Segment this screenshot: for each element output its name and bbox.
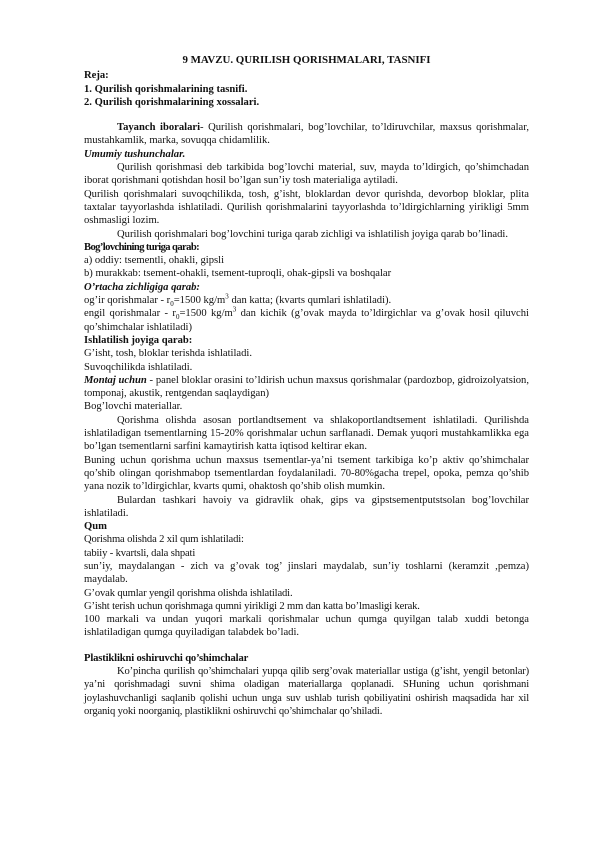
plan-item-2: 2. Qurilish qorishmalarining xossalari. [84, 96, 260, 108]
general-concepts-heading: Umumiy tushunchalar. [84, 148, 186, 160]
paragraph-definition: Qurilish qorishmasi deb tarkibida bog’lovchi material, suv, mayda to’ldirgich, qo’shimchadan iborat qorishmani qotishdan hosil bo’lgan sun’iy tosh materialiga aytiladi. [84, 162, 529, 187]
plasticizer-heading: Plastiklikni oshiruvchi qo’shimchalar [84, 652, 249, 664]
binder-type-simple: a) oddiy: tsementli, ohakli, gipsli [84, 255, 225, 267]
plan-label: Reja: [84, 70, 109, 82]
paragraph-special-cement: Buning uchun qorishma uchun maxsus tsementlar-ya’ni tsement tarkibiga ko’p aktiv qo’shimchalar qo’shib olingan qorishmabop tsementlardan foydalaniladi. 70-80%gacha trepel, opoka, pemza qo’shib yana nozik to’ldirgichlar, kvarts qumi, ohaktosh qo’shib olish mumkin. [84, 454, 529, 493]
usage-place-masonry: G’isht, tosh, bloklar terishda ishlatiladi. [84, 348, 253, 360]
usage-place-plaster: Suvoqchilikda ishlatiladi. [84, 361, 193, 373]
sand-line-3: sun’iy, maydalangan - zich va g’ovak tog’ jinslari maydalab, sun’iy toshlarni (keramzit ,pemza) maydalab. [84, 560, 529, 586]
binder-materials-heading: Bog’lovchi materiallar. [84, 401, 183, 413]
plan-item-1: 1. Qurilish qorishmalarining tasnifi. [84, 83, 248, 95]
sand-line-4: G’ovak qumlar yengil qorishma olishda ishlatiladi. [84, 587, 293, 599]
density-heading: O’rtacha zichligiga qarab: [84, 281, 200, 293]
paragraph-plasticizers: Ko’pincha qurilish qo’shimchalari yupqa qilib serg’ovak materiallar ustiga (g’isht, yengil betonlar) ya’ni qorishmadagi suvni shima oladigan materiallarga qoplanadi. SHuning uchun qorishmani joylashuvchanligi saqlanib qolishi uchun unga suv ushlab turish qobiliyatini oshirish maqsadida har xil organiq yoki noorganiq, plastiklikni oshiruvchi qo’shimchalar qo’shiladi. [84, 666, 529, 717]
paragraph-classification: Qurilish qorishmalari bog’lovchini turiga qarab zichligi va ishlatilish joyiga qarab bo’linadi. [117, 228, 508, 240]
sand-line-5: G’isht terish uchun qorishmaga qumni yirikligi 2 mm dan katta bo’lmasligi kerak. [84, 600, 420, 612]
key-terms-paragraph [84, 121, 529, 148]
binder-type-heading: Bog’lovchining turiga qarab: [84, 241, 200, 253]
paragraph-other-binders: Bulardan tashkari havoiy va gidravlik ohak, gips va gipstsementputstsolan bog’lovchilar ishlatiladi. [84, 494, 529, 519]
paragraph-cement: Qorishma olishda asosan portlandtsement va shlakoportlandtsement ishlatiladi. Qurilishda ishlatiladigan tsementlarning 15-20% qorishmalar uchun sarflanadi. Demak yuqori mustahkamlikka ega bo’lgan tsementlarni sarfini kamaytirish katta iqtisod keltirar ekan. [84, 414, 529, 453]
binder-type-complex: b) murakkab: tsement-ohakli, tsement-tuproqli, ohak-gipsli va boshqalar [84, 268, 392, 280]
density-light: engil qorishmalar - $r_0=1500$ $kg/m^3$ dan kichik (g’ovak mayda to’ldirgichlar va g’ovak hosil qiluvchi qo’shimchalar ishlatiladi) [84, 305, 529, 333]
sand-heading: Qum [84, 521, 107, 533]
sand-line-1: Qorishma olishda 2 xil qum ishlatiladi: [84, 534, 244, 546]
sand-line-2: tabiiy - kvartsli, dala shpati [84, 547, 196, 559]
key-terms-label: Tayanch iboralari [117, 122, 201, 134]
usage-place-heading: Ishlatilish joyiga qarab: [84, 334, 193, 346]
density-heavy: og’ir qorishmalar - $r_0=1500$ $kg/m^3$ dan katta; (kvarts qumlari ishlatiladi). [84, 292, 392, 309]
assembly-label: Montaj uchun [84, 374, 147, 386]
assembly-paragraph [84, 374, 529, 401]
page-title: 9 MAVZU. QURILISH QORISHMALARI, TASNIFI [182, 54, 431, 66]
document-body [84, 54, 529, 718]
sand-line-6: 100 markali va undan yuqori markali qorishmalar uchun qumga quyilgan talab xuddi betonga ishlatiladigan qumga quyiladigan talabdek bo’ladi. [84, 614, 529, 639]
assembly-text: - panel bloklar orasini to’ldirish uchun maxsus qorishmalar (pardozbop, gidroizolyatsion, tomponaj, akustik, rentgendan saqlaydigan) [84, 374, 529, 400]
paragraph-usage: Qurilish qorishmalari suvoqchilikda, tosh, g’isht, bloklardan devor qurishda, devorbop bloklar, plita taxtalar tayyorlashda ishlatiladi. Qurilish qorishmalarini tayyorlashda to’ldirgichlarning yirikligi 5mm oshmasligi lozim. [84, 188, 529, 227]
key-terms-text: - Qurilish qorishmalari, bog’lovchilar, to’ldiruvchilar, maxsus qorishmalar, mustahkamlik, marka, sovuqqa chidamlilik. [84, 122, 529, 147]
